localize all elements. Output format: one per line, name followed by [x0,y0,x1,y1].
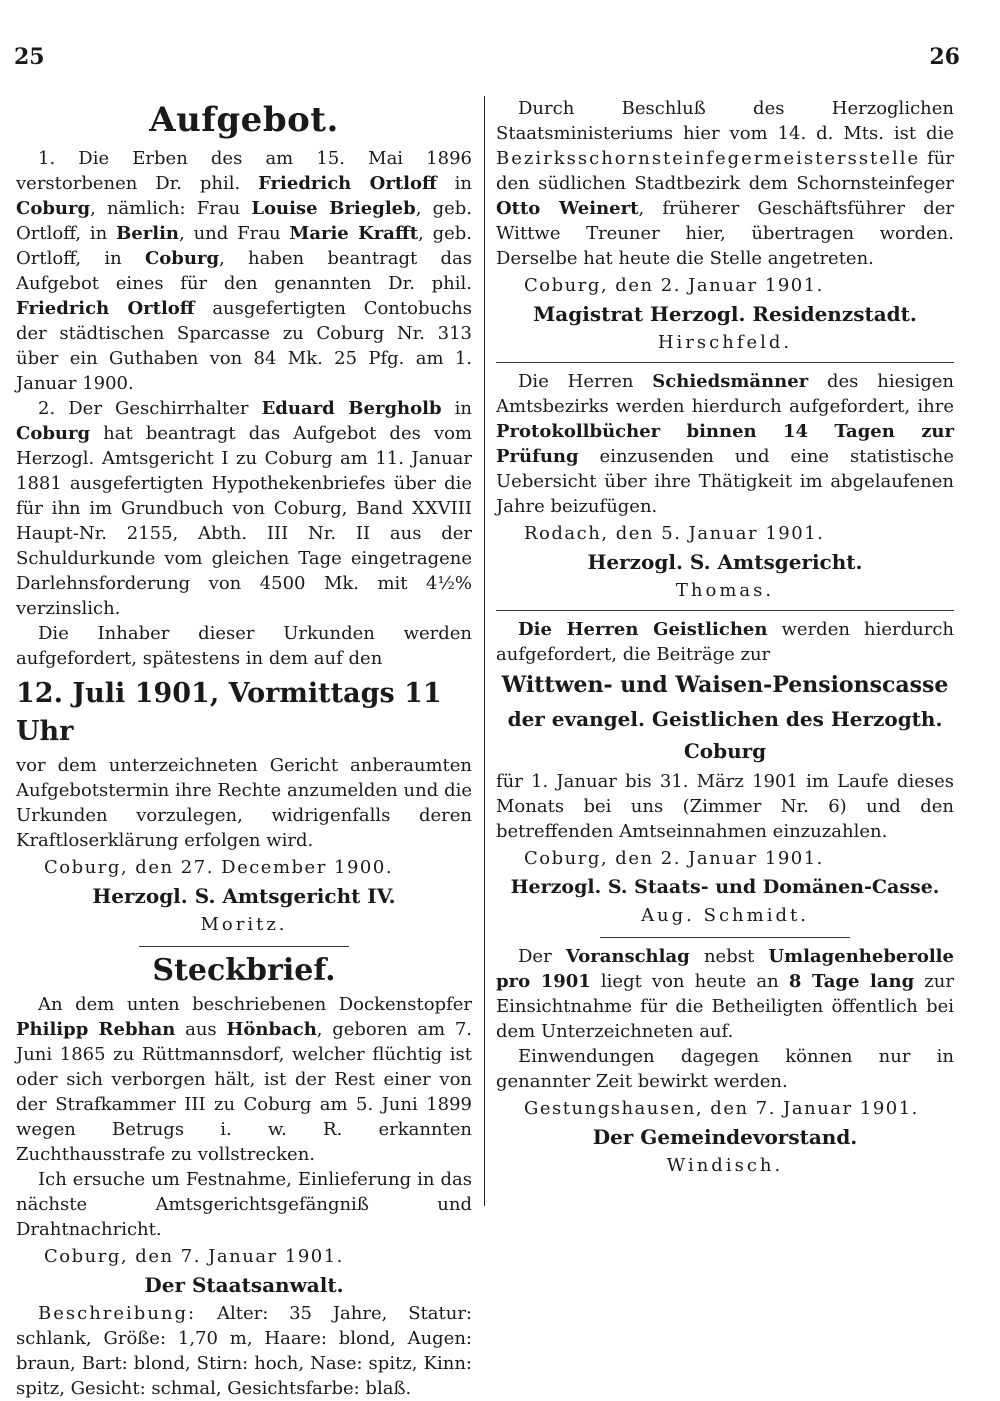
person-name: Philipp Rebhan [16,1019,176,1040]
spaced-text: Bezirksschornsteinfegermeistersstelle [496,148,921,169]
aufgebot-signature: Herzogl. S. Amtsgericht IV. [92,884,396,908]
place-name: Coburg [16,423,91,444]
pensionscasse-paragraph-2: für 1. Januar bis 31. März 1901 im Laufe dieses Monats bei uns (Zimmer Nr. 6) und den betreffenden Amtseinnahmen einzuzahlen. [496,771,954,842]
person-name: Otto Weinert [496,198,639,219]
pensionscasse-paragraph-1 [496,617,954,667]
steckbrief-paragraph-1 [16,992,472,1167]
text: für den südlichen Stadtbezirk dem Schornsteinfeger [496,148,954,194]
voranschlag-paragraph-2: Einwendungen dagegen können nur in genannter Zeit bewirkt werden. [496,1046,954,1092]
section-divider [496,610,954,611]
steckbrief-signature: Der Staatsanwalt. [144,1273,344,1297]
chimney-signature: Magistrat Herzogl. Residenzstadt. [533,302,917,326]
steckbrief-heading: Steckbrief. [152,953,336,988]
place-name: Coburg [16,198,91,219]
description-label: Beschreibung: [38,1303,197,1324]
text: 2. Der Geschirrhalter [38,398,262,419]
person-name: Louise Briegleb [251,198,416,219]
person-name: Friedrich Ortloff [258,173,437,194]
text: zur Einsichtnahme für die Betheiligten öffentlich bei dem Unterzeichneten auf. [496,971,954,1042]
place-name: Coburg [144,248,220,269]
text: ausgefertigten Contobuchs der städtischen Sparcasse zu Coburg Nr. 313 über ein Guthaben von 84 Mk. 25 Pfg. am 1. Januar 1900. [16,298,472,394]
text: , haben beantragt das Aufgebot eines für den genannten Dr. phil. [16,248,473,294]
text: , geb. Ortloff, in [16,223,472,269]
emphasis: Protokollbücher binnen 14 Tagen zur Prüfung [496,421,954,467]
text: aus [175,1019,227,1040]
text: , geboren am 7. Juni 1865 zu Rüttmannsdorf, welcher flüchtig ist oder sich verborgen hält, ist der Rest einer von der Strafkammer III zu Coburg am 5. Juni 1899 wegen Betrugs i. w. R. erkannten Zuchthausstrafe zu vollstrecken. [16,1019,472,1165]
text: , geb. Ortloff, in [16,198,473,244]
aufgebot-paragraph-3: Die Inhaber dieser Urkunden werden aufgefordert, spätestens in dem auf den [16,623,472,669]
person-name: Marie Krafft [289,223,419,244]
pensionscasse-title-1: Wittwen- und Waisen-Pensionscasse [501,672,949,698]
notice-voranschlag [496,944,954,1179]
pensionscasse-title-2: der evangel. Geistlichen des Herzogth. Coburg [507,707,943,763]
notice-aufgebot [16,100,472,938]
aufgebot-heading: Aufgebot. [149,100,339,140]
chimney-dateline: Coburg, den 2. Januar 1901. [524,275,824,296]
steckbrief-description [16,1301,472,1401]
emphasis: Schiedsmänner [652,371,809,392]
text: liegt von heute an [590,971,789,992]
page-number-right: 26 [929,44,960,70]
steckbrief-paragraph-2: Ich ersuche um Festnahme, Einlieferung in das nächste Amtsgerichtsgefängniß und Drahtnachricht. [16,1169,472,1240]
voranschlag-dateline: Gestungshausen, den 7. Januar 1901. [524,1098,919,1119]
text: 1. Die Erben des am 15. Mai 1896 verstorbenen Dr. phil. [16,148,472,194]
notice-pensionscasse [496,617,954,929]
page-number-left: 25 [14,44,45,70]
emphasis: 8 Tage lang [788,971,915,992]
text: in [441,398,472,419]
voranschlag-paragraph-1 [496,944,954,1044]
notice-chimney-sweep [496,96,954,356]
right-column [496,96,954,1185]
aufgebot-paragraph-1 [16,146,472,396]
section-divider [496,362,954,363]
schiedsmaenner-dateline: Rodach, den 5. Januar 1901. [524,523,825,544]
hearing-date: 12. Juli 1901, Vormittags 11 Uhr [16,678,442,747]
section-divider [600,937,850,938]
text: Der [518,946,566,967]
pensionscasse-dateline: Coburg, den 2. Januar 1901. [524,848,824,869]
text: Alter: 35 Jahre, Statur: schlank, Größe: 1,70 m, Haare: blond, Augen: braun, Bart: blond, Stirn: hoch, Nase: spitz, Kinn: spitz, Gesicht: schmal, Gesichtsfarbe: blaß. [16,1303,472,1399]
pensionscasse-signature: Herzogl. S. Staats- und Domänen-Casse. [510,876,940,898]
aufgebot-paragraph-2 [16,396,472,621]
chimney-paragraph [496,96,954,271]
text: nebst [689,946,769,967]
place-name: Hönbach [226,1019,317,1040]
text: , früherer Geschäftsführer der Wittwe Treuner hier, übertragen worden. Derselbe hat heute die Stelle angetreten. [496,198,954,269]
steckbrief-dateline: Coburg, den 7. Januar 1901. [44,1246,344,1267]
text: hat beantragt das Aufgebot des vom Herzogl. Amtsgericht I zu Coburg am 11. Januar 1881 ausgefertigten Hypothekenbriefes über die für ihn im Grundbuch von Coburg, Band XXVIII Haupt-Nr. 2155, Abth. III Nr. II aus der Schuldurkunde vom gleichen Tage eingetragene Darlehnsforderung von 4500 Mk. mit 4½% verzinslich. [16,423,472,619]
text: , und Frau [179,223,290,244]
notice-schiedsmaenner [496,369,954,604]
voranschlag-signer: Windisch. [666,1155,784,1176]
voranschlag-signature: Der Gemeindevorstand. [592,1125,858,1149]
place-name: Berlin [116,223,180,244]
left-column [16,96,472,1401]
emphasis: Voranschlag [565,946,690,967]
aufgebot-dateline: Coburg, den 27. December 1900. [44,857,394,878]
text: in [436,173,472,194]
text: werden hierdurch aufgefordert, die Beiträge zur [496,619,954,665]
chimney-signer: Hirschfeld. [657,332,793,353]
emphasis: Die Herren Geistlichen [518,619,768,640]
aufgebot-signer: Moritz. [200,914,288,935]
text: einzusenden und eine statistische Uebersicht über ihre Thätigkeit im abgelaufenen Jahre beizufügen. [496,446,954,517]
person-name: Eduard Bergholb [261,398,442,419]
aufgebot-paragraph-4: vor dem unterzeichneten Gericht anberaumten Aufgebotstermin ihre Rechte anzumelden und die Urkunden vorzulegen, widrigenfalls deren Kraftloserklärung erfolgen wird. [16,755,472,851]
text: , nämlich: Frau [90,198,252,219]
schiedsmaenner-signature: Herzogl. S. Amtsgericht. [587,550,863,574]
schiedsmaenner-signer: Thomas. [675,580,775,601]
text: An dem unten beschriebenen Dockenstopfer [38,994,472,1015]
pensionscasse-signer: Aug. Schmidt. [641,905,809,926]
notice-steckbrief [16,953,472,1401]
text: Die Herren [518,371,653,392]
person-name: Friedrich Ortloff [16,298,195,319]
text: Durch Beschluß des Herzoglichen Staatsministeriums hier vom 14. d. Mts. ist die [496,98,954,144]
section-divider [139,946,349,947]
schiedsmaenner-paragraph [496,369,954,519]
emphasis: Umlagenheberolle pro 1901 [496,946,954,992]
text: des hiesigen Amtsbezirks werden hierdurch aufgefordert, ihre [496,371,954,417]
column-divider [484,96,485,1206]
